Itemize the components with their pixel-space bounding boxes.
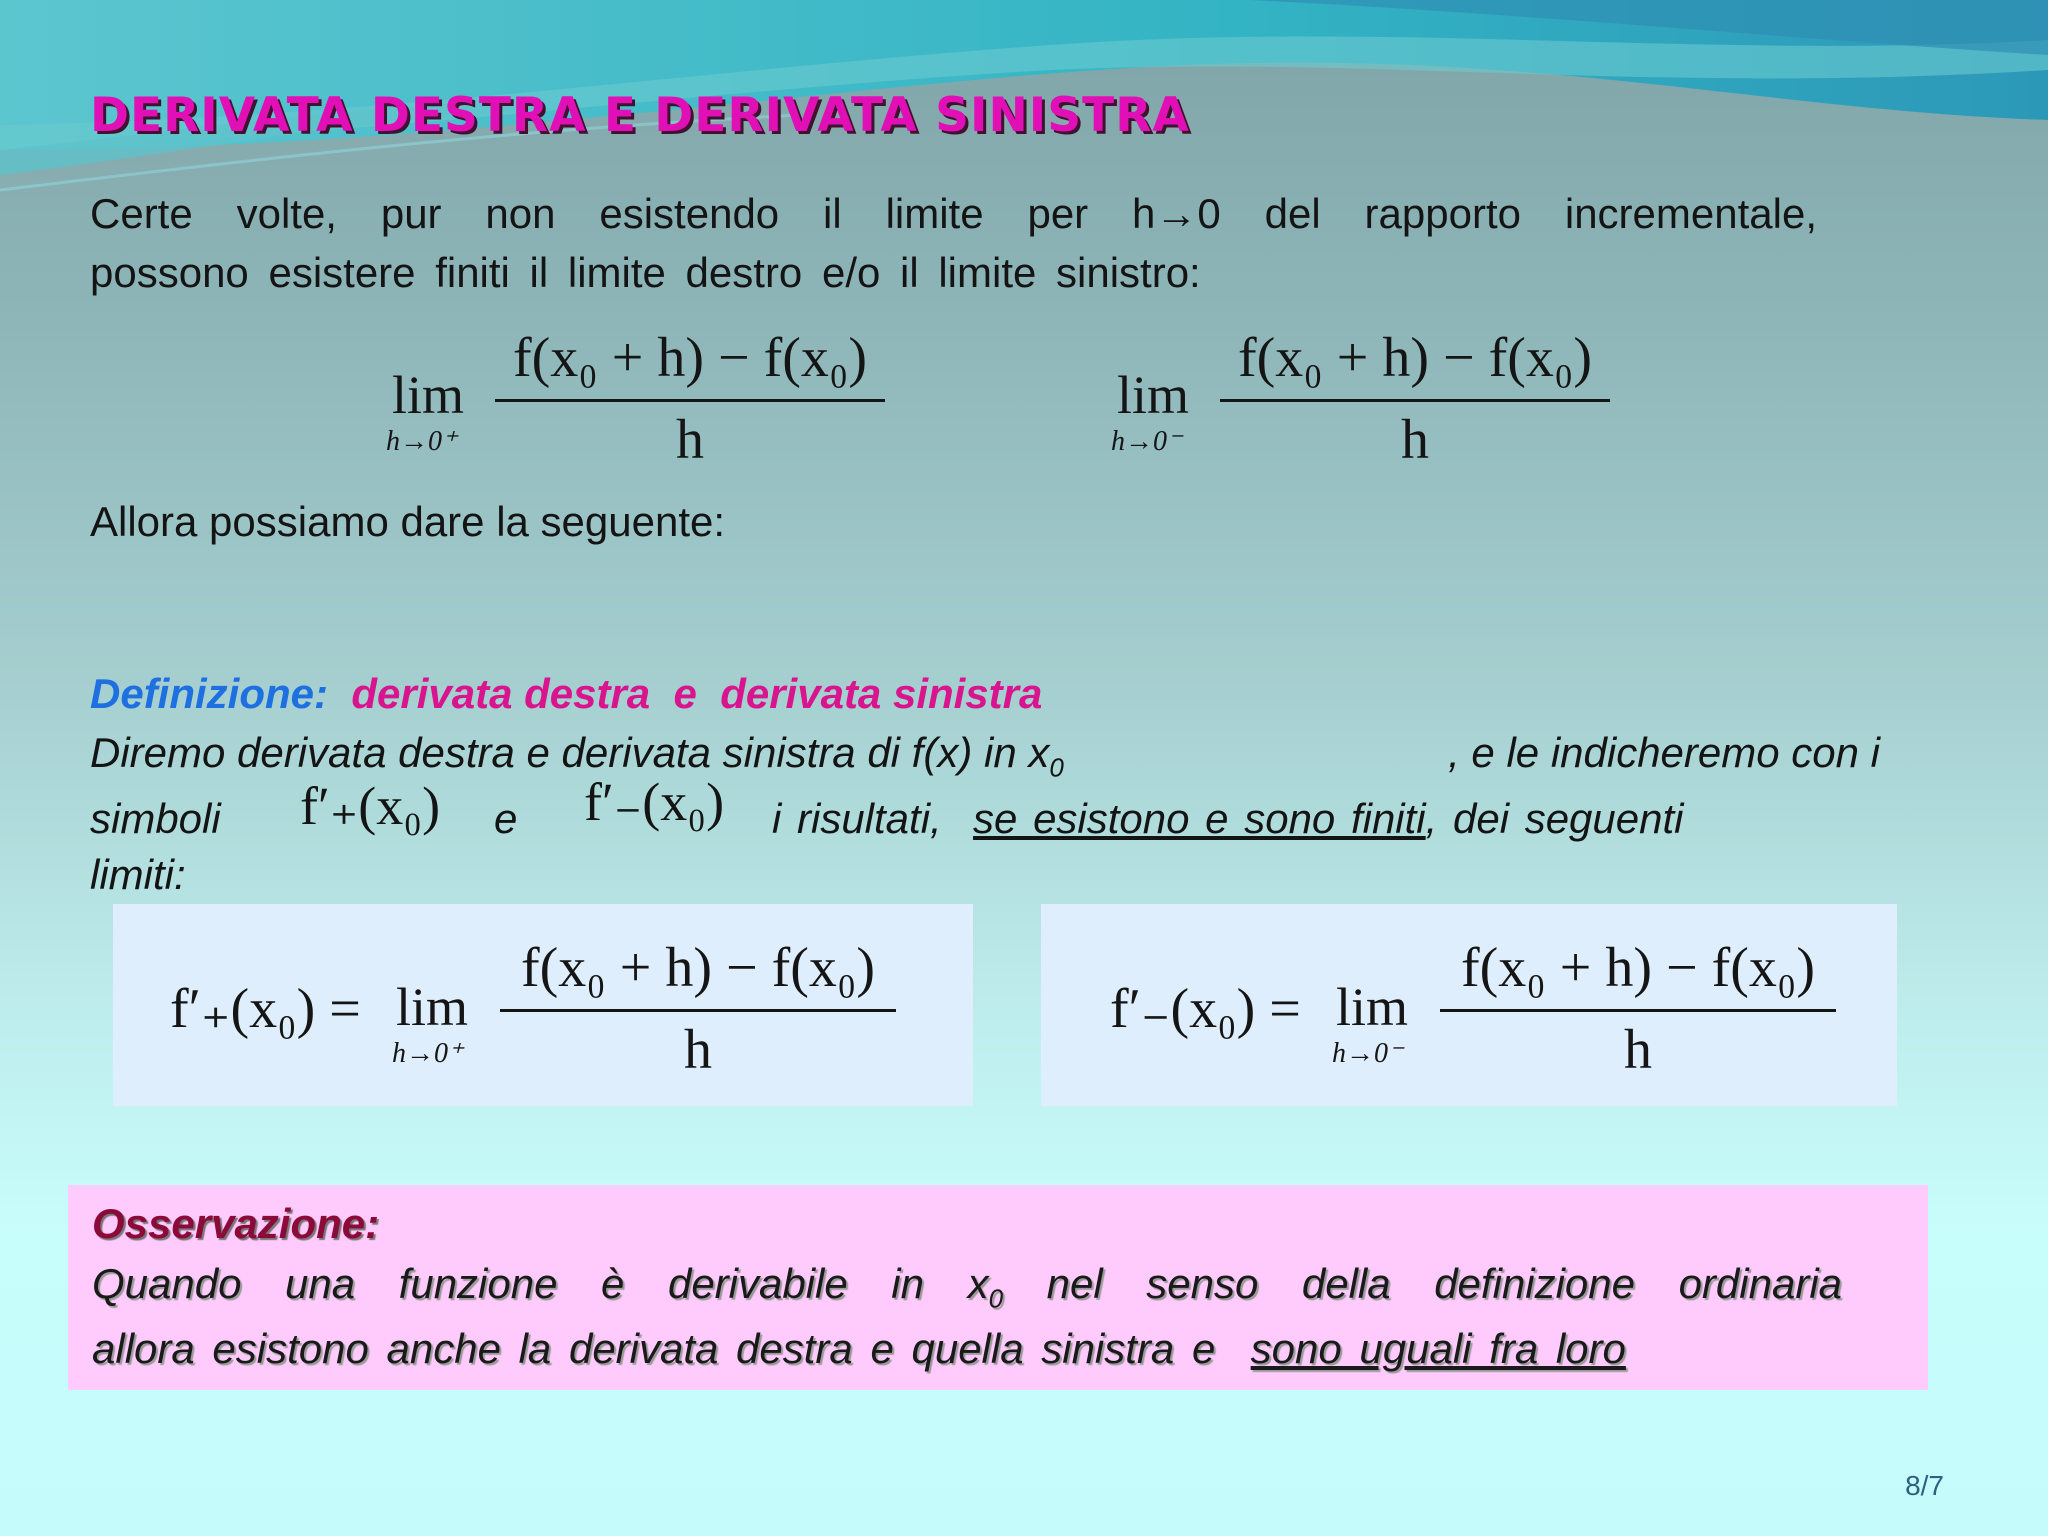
fraction-bar xyxy=(500,1009,896,1012)
intro-line-2: possono esistere finiti il limite destro e/o il limite sinistro: xyxy=(90,249,1201,296)
symbol-f-prime-plus: f′₊(x₀) xyxy=(300,776,441,836)
lim-subscript-right: h→0⁺ xyxy=(392,1038,463,1069)
lim-text: lim xyxy=(396,977,469,1037)
symbol-f-prime-minus: f′₋(x₀) xyxy=(584,772,725,832)
definition-label: Definizione: xyxy=(90,670,328,717)
observation-line-1: Quando una funzione è derivabile in $x_0$ nel senso della definizione ordinaria xyxy=(92,1260,1843,1314)
lim-subscript-right: h→0⁺ xyxy=(386,426,457,457)
fraction-bar xyxy=(1220,399,1610,402)
numerator: f(x₀ + h) − f(x₀) xyxy=(1460,937,1816,999)
fraction-bar xyxy=(1440,1009,1836,1012)
lim-text: lim xyxy=(1336,977,1409,1037)
fraction-bar xyxy=(495,399,885,402)
f-prime-minus-lhs: f′₋(x₀) = xyxy=(1110,978,1301,1040)
lim-subscript-left: h→0⁻ xyxy=(1332,1038,1403,1069)
slide-title: DERIVATA DESTRA E DERIVATA SINISTRA xyxy=(90,88,1190,143)
simboli-word: simboli xyxy=(90,795,221,842)
limit-left-expression xyxy=(1105,320,1625,480)
denominator: h xyxy=(684,1019,712,1081)
definition-line-3: limiti: xyxy=(90,851,186,898)
observation-line-2: allora esistono anche la derivata destra e quella sinistra e sono uguali fra loro xyxy=(92,1325,1626,1372)
observation-title: Osservazione: xyxy=(92,1200,380,1247)
allora-text: Allora possiamo dare la seguente: xyxy=(90,498,726,545)
e-word: e xyxy=(494,795,518,842)
lim-text: lim xyxy=(1117,365,1190,425)
definition-line-2-tail: i risultati, se esistono e sono finiti, dei seguenti xyxy=(772,795,1684,842)
denominator: h xyxy=(676,409,704,471)
left-derivative-formula xyxy=(1110,930,1870,1090)
right-derivative-formula xyxy=(170,930,930,1090)
numerator: f(x₀ + h) − f(x₀) xyxy=(1237,327,1593,389)
numerator: f(x₀ + h) − f(x₀) xyxy=(520,937,876,999)
lim-text: lim xyxy=(392,365,465,425)
definition-line-1-text: Diremo derivata destra e derivata sinistra di f(x) in $x_0$ xyxy=(90,729,1064,783)
definition-heading xyxy=(90,664,1042,723)
page-number: 8/7 xyxy=(1905,1470,1944,1501)
f-prime-plus-lhs: f′₊(x₀) = xyxy=(170,978,361,1040)
definition-name: derivata destra e derivata sinistra xyxy=(351,670,1043,717)
denominator: h xyxy=(1401,409,1429,471)
intro-line-1: Certe volte, pur non esistendo il limite per h→0 del rapporto incrementale, xyxy=(90,190,1817,237)
numerator: f(x₀ + h) − f(x₀) xyxy=(512,327,868,389)
limit-right-expression xyxy=(380,320,900,480)
definition-line-1-end: , e le indicheremo con i xyxy=(1448,729,1880,776)
lim-subscript-left: h→0⁻ xyxy=(1111,426,1182,457)
definition-line-2 xyxy=(90,772,1880,849)
denominator: h xyxy=(1624,1019,1652,1081)
